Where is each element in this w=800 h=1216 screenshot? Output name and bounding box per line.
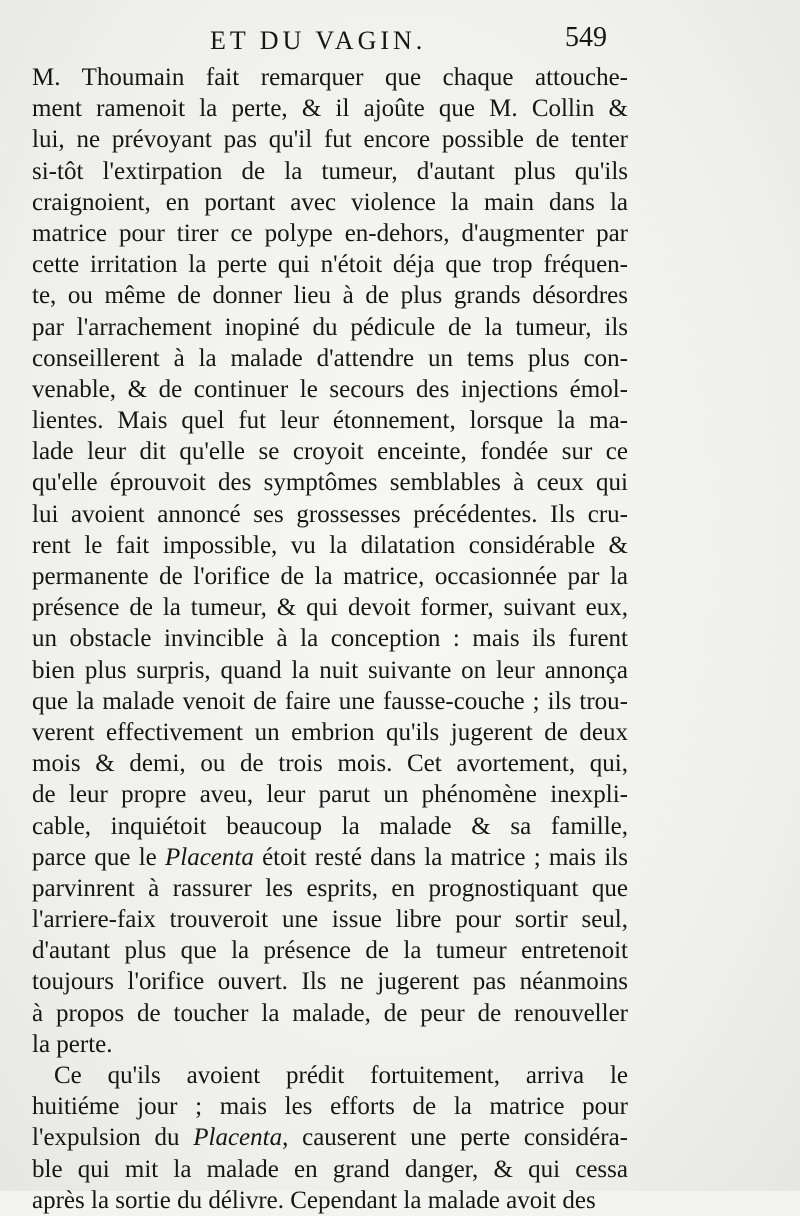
text-line: un obstacle invincible à la conception : mais ils furent [32, 625, 628, 653]
text-line: que la malade venoit de faire une fausse-couche ; ils trou- [32, 687, 628, 715]
text-line: cette irritation la perte qui n'étoit déja que trop fréquen- [32, 251, 628, 279]
text-line: présence de la tumeur, & qui devoit former, suivant eux, [32, 594, 628, 622]
body-text [32, 62, 628, 1216]
paragraph-1 [32, 62, 628, 1060]
text-line: ble qui mit la malade en grand danger, & qui cessa [32, 1155, 628, 1183]
text-line: après la sortie du délivre. Cependant la malade avoit des [32, 1186, 596, 1214]
text-line: lade leur dit qu'elle se croyoit enceinte, fondée sur ce [32, 438, 628, 466]
text-line: par l'arrachement inopiné du pédicule de la tumeur, ils [32, 313, 628, 341]
text-line: conseillerent à la malade d'attendre un tems plus con- [32, 344, 628, 372]
text-line: bien plus surpris, quand la nuit suivante on leur annonça [32, 656, 628, 684]
text-line: parvinrent à rassurer les esprits, en prognostiquant que [32, 874, 628, 902]
text-line: ment ramenoit la perte, & il ajoûte que M. Collin & [32, 95, 628, 123]
text-line: permanente de l'orifice de la matrice, occasionnée par la [32, 563, 628, 590]
paragraph-2 [32, 1060, 628, 1216]
text-line: parce que le Placenta étoit resté dans la matrice ; mais ils [32, 843, 628, 871]
running-head: ET DU VAGIN. [210, 26, 427, 55]
text-line: craignoient, en portant avec violence la main dans la [32, 188, 628, 216]
text-line: toujours l'orifice ouvert. Ils ne jugerent pas néanmoins [32, 968, 628, 996]
text-line: lui, ne prévoyant pas qu'il fut encore possible de tenter [32, 126, 628, 154]
text-line: lui avoient annoncé ses grossesses précédentes. Ils cru- [32, 500, 628, 528]
text-line: Ce qu'ils avoient prédit fortuitement, arriva le [54, 1062, 628, 1089]
text-line: à propos de toucher la malade, de peur de renouveller [32, 999, 628, 1027]
text-line: la perte. [32, 1030, 113, 1058]
text-line: l'arriere-faix trouveroit une issue libre pour sortir seul, [32, 906, 628, 934]
text-line: qu'elle éprouvoit des symptômes semblables à ceux qui [32, 469, 628, 497]
text-line: d'autant plus que la présence de la tumeur entretenoit [32, 937, 628, 965]
text-line: mois & demi, ou de trois mois. Cet avortement, qui, [32, 750, 628, 778]
text-line: M. Thoumain fait remarquer que chaque attouche- [32, 64, 628, 91]
text-line: si-tôt l'extirpation de la tumeur, d'autant plus qu'ils [32, 157, 628, 185]
page-header [0, 20, 800, 60]
text-line: l'expulsion du Placenta, causerent une perte considéra- [32, 1124, 629, 1152]
text-line: verent effectivement un embrion qu'ils jugerent de deux [32, 718, 628, 746]
text-line: huitiéme jour ; mais les efforts de la matrice pour [32, 1093, 628, 1121]
text-line: matrice pour tirer ce polype en-dehors, d'augmenter par [32, 219, 628, 247]
text-line: cable, inquiétoit beaucoup la malade & sa famille, [32, 812, 628, 840]
text-line: lientes. Mais quel fut leur étonnement, lorsque la ma- [32, 407, 628, 435]
page-number: 549 [565, 22, 607, 53]
text-line: de leur propre aveu, leur parut un phénomène inexpli- [32, 781, 628, 809]
text-line: venable, & de continuer le secours des injections émol- [32, 375, 628, 403]
text-line: rent le fait impossible, vu la dilatation considérable & [32, 531, 628, 559]
text-line: te, ou même de donner lieu à de plus grands désordres [32, 282, 628, 310]
